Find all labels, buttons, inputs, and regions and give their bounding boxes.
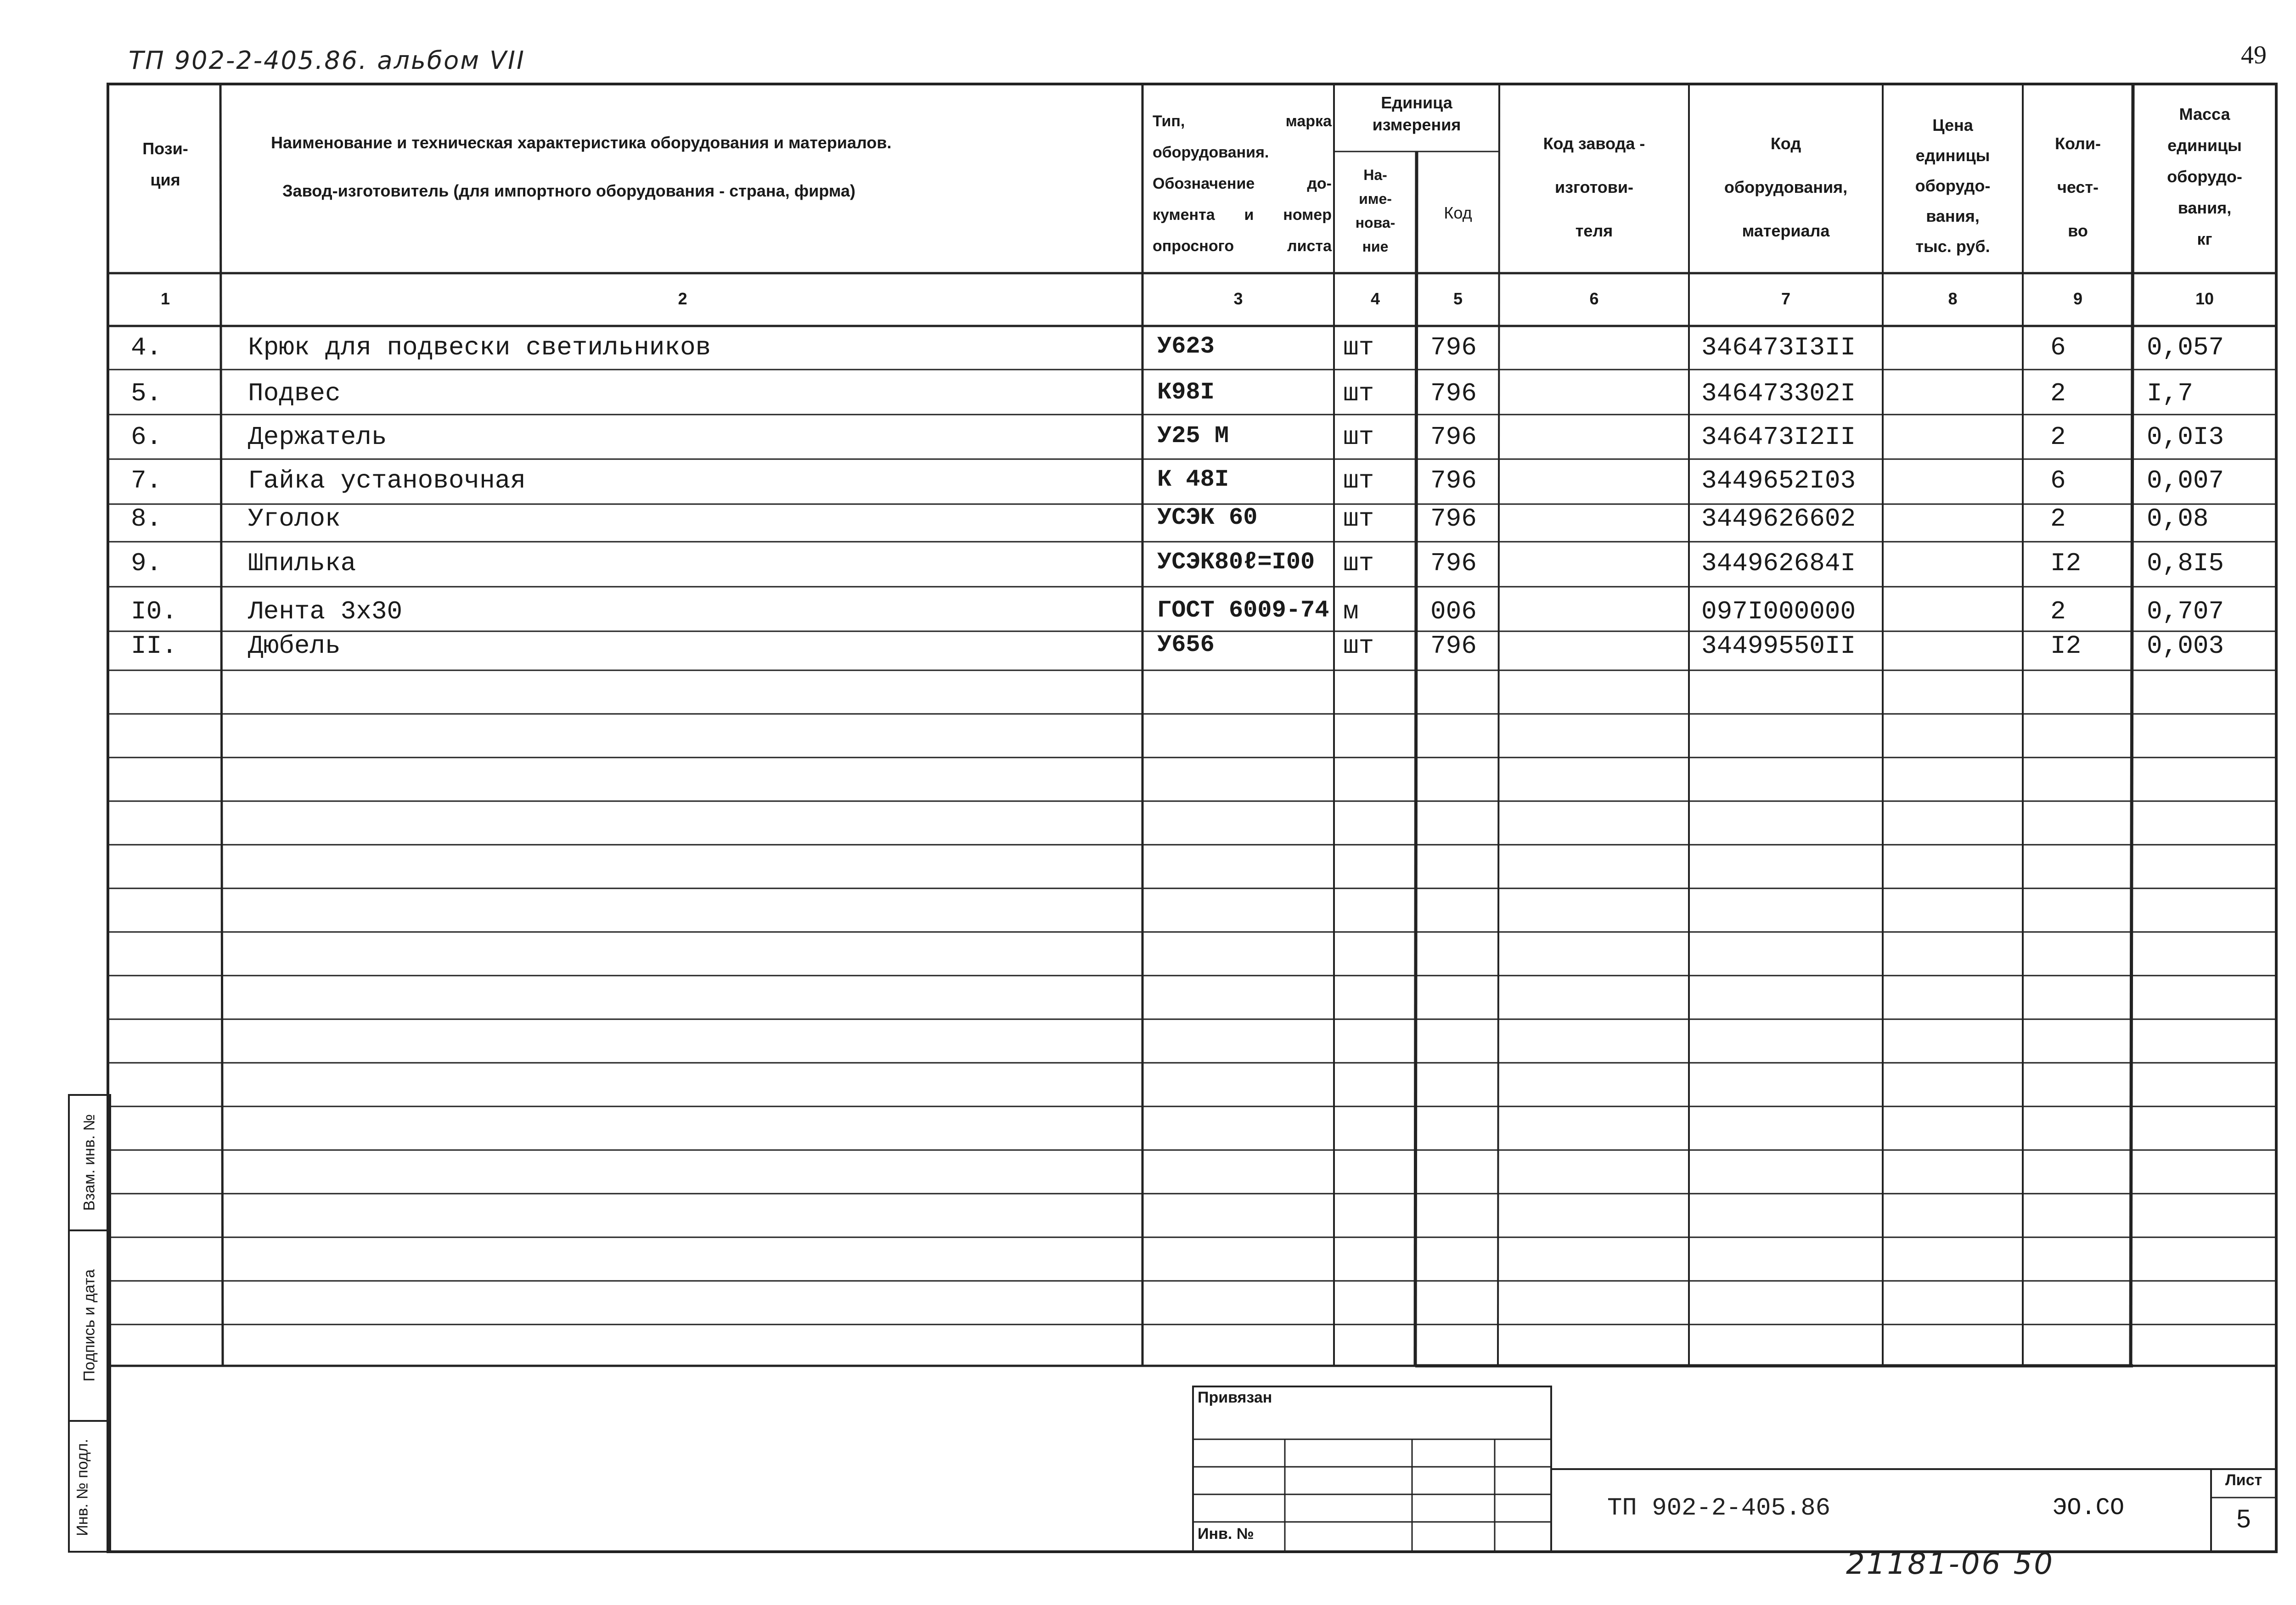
row-position: 5.: [131, 379, 162, 408]
row-unit-code: 796: [1430, 504, 1477, 533]
row-quantity: I2: [2050, 549, 2082, 578]
page-number: 49: [2241, 41, 2267, 69]
row-unit: шт: [1343, 631, 1374, 661]
row-equip-code: 344962684I: [1701, 549, 1856, 578]
row-mass: 0,08: [2147, 504, 2209, 533]
col-number: 3: [1233, 289, 1243, 308]
row-quantity: 2: [2050, 422, 2066, 452]
row-type: УСЭК80ℓ=I00: [1157, 549, 1315, 576]
row-unit-code: 796: [1430, 422, 1477, 452]
col-number: 5: [1453, 289, 1463, 308]
col-header-type: Тип, марка оборудования. Обозначение до- кумента и номер опросного листа: [1153, 112, 1332, 255]
col-number: 10: [2195, 289, 2214, 308]
row-equip-code: 34499550II: [1701, 631, 1856, 661]
row-unit: шт: [1343, 549, 1374, 578]
row-unit-code: 796: [1430, 379, 1477, 408]
row-name: Крюк для подвески светильников: [248, 333, 711, 362]
row-type: К 48I: [1157, 466, 1229, 493]
row-mass: 0,007: [2147, 466, 2224, 495]
row-unit-code: 006: [1430, 597, 1477, 626]
row-position: 7.: [131, 466, 162, 495]
col-number: 7: [1781, 289, 1791, 308]
footer-handwritten-number: 21181-06 50: [1846, 1547, 2054, 1581]
col-header-position: Пози- ция: [142, 139, 188, 189]
sheet-number: 5: [2236, 1504, 2251, 1533]
row-mass: 0,0I3: [2147, 422, 2224, 452]
row-unit: шт: [1343, 466, 1374, 495]
col-header-equip-code: Код оборудования, материала: [1724, 134, 1848, 240]
row-mass: 0,003: [2147, 631, 2224, 661]
row-position: II.: [131, 631, 177, 661]
row-unit: шт: [1343, 504, 1374, 533]
row-name: Лента 3х30: [248, 597, 403, 626]
col-header-unit-group: Единица измерения: [1372, 93, 1461, 134]
sheet-label: Лист: [2225, 1471, 2262, 1489]
side-stamp-vzam: Взам. инв. №: [80, 1114, 98, 1211]
row-name: Шпилька: [248, 549, 356, 578]
row-unit: шт: [1343, 379, 1374, 408]
row-position: 8.: [131, 504, 162, 533]
row-unit: шт: [1343, 333, 1374, 362]
row-quantity: 2: [2050, 597, 2066, 626]
row-unit-code: 796: [1430, 333, 1477, 362]
col-header-price: Цена единицы оборудо- вания, тыс. руб.: [1915, 116, 1991, 256]
side-stamp-podpis: Подпись и дата: [80, 1269, 98, 1382]
row-mass: 0,707: [2147, 597, 2224, 626]
row-position: I0.: [131, 597, 177, 626]
privyazan-label: Привязан: [1198, 1389, 1272, 1406]
col-number: 6: [1589, 289, 1599, 308]
row-equip-code: 3449652I03: [1701, 466, 1856, 495]
row-type: У656: [1157, 631, 1215, 658]
row-mass: 0,057: [2147, 333, 2224, 362]
row-position: 6.: [131, 422, 162, 452]
doc-code: ТП 902-2-405.86: [1607, 1494, 1831, 1522]
row-quantity: I2: [2050, 631, 2082, 661]
inv-no-label: Инв. №: [1198, 1525, 1254, 1543]
row-quantity: 6: [2050, 466, 2066, 495]
row-type: УСЭК 60: [1157, 504, 1258, 531]
row-type: К98I: [1157, 379, 1215, 406]
row-name: Подвес: [248, 379, 341, 408]
row-name: Гайка установочная: [248, 466, 526, 495]
col-header-plant-code: Код завода - изготови- теля: [1543, 134, 1645, 240]
col-number: 2: [678, 289, 687, 308]
col-number: 1: [160, 289, 170, 308]
col-header-mass: Масса единицы оборудо- вания, кг: [2167, 105, 2242, 248]
row-quantity: 6: [2050, 333, 2066, 362]
row-name: Держатель: [248, 422, 387, 452]
col-header-name-line1: Наименование и техническая характеристика оборудования и материалов.: [271, 133, 892, 152]
row-quantity: 2: [2050, 379, 2066, 408]
col-header-unit-code: Код: [1444, 203, 1472, 222]
row-equip-code: 346473I2II: [1701, 422, 1856, 452]
row-equip-code: 346473302I: [1701, 379, 1856, 408]
row-type: ГОСТ 6009-74: [1157, 597, 1329, 624]
row-unit-code: 796: [1430, 466, 1477, 495]
row-mass: 0,8I5: [2147, 549, 2224, 578]
col-header-quantity: Коли- чест- во: [2054, 134, 2101, 240]
album-reference: ТП 902-2-405.86. альбом VII: [129, 46, 525, 75]
col-number: 4: [1370, 289, 1380, 308]
row-unit: шт: [1343, 422, 1374, 452]
row-position: 4.: [131, 333, 162, 362]
row-equip-code: 346473I3II: [1701, 333, 1856, 362]
row-name: Дюбель: [248, 631, 341, 661]
row-mass: I,7: [2147, 379, 2193, 408]
row-quantity: 2: [2050, 504, 2066, 533]
doc-mark: ЭО.СО: [2053, 1494, 2125, 1521]
col-number: 9: [2073, 289, 2083, 308]
row-equip-code: 097I000000: [1701, 597, 1856, 626]
row-unit-code: 796: [1430, 631, 1477, 661]
row-position: 9.: [131, 549, 162, 578]
row-equip-code: 3449626602: [1701, 504, 1856, 533]
side-stamp-inv: Инв. № подл.: [73, 1439, 91, 1536]
row-type: У623: [1157, 333, 1215, 360]
row-unit-code: 796: [1430, 549, 1477, 578]
row-type: У25 М: [1157, 422, 1229, 449]
col-header-unit-name: На- име- нова- ние: [1355, 167, 1396, 255]
col-number: 8: [1948, 289, 1958, 308]
row-unit: м: [1343, 597, 1359, 626]
col-header-name-line2: Завод-изготовитель (для импортного оборудования - страна, фирма): [282, 181, 855, 200]
row-name: Уголок: [248, 504, 341, 533]
